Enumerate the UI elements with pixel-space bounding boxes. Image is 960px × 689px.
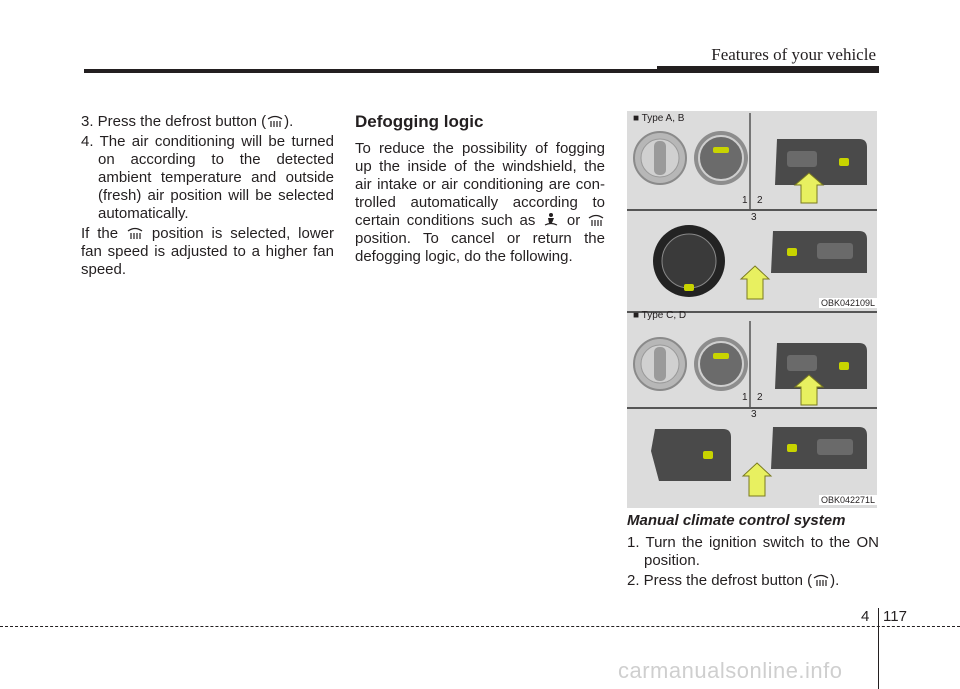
page-number: 117 [883, 608, 907, 625]
step-2 [627, 572, 879, 590]
figure-caption: Manual climate control system [627, 512, 846, 529]
section-heading: Defogging logic [355, 112, 484, 131]
header-title: Features of your vehicle [711, 45, 876, 64]
step-1: 1. Turn the ignition switch to the ON position. [627, 534, 879, 569]
control-figure [627, 111, 877, 508]
note-text-end: position is selected, lower fan speed is adjusted to a higher fan speed. [81, 225, 335, 278]
note-text: If the [81, 225, 119, 242]
callout-1-top: 1 [742, 195, 748, 206]
ac-knob [653, 225, 725, 297]
type-cd-label: ■ Type C, D [633, 310, 687, 321]
start-stop-button-bottom [694, 337, 748, 391]
callout-3-bottom: 3 [751, 409, 757, 420]
step-3-text: 3. Press the defrost button ( [81, 113, 267, 130]
footer-rule [0, 626, 960, 627]
defrost-icon [266, 113, 284, 129]
body-text: To reduce the possibility of fogging up the inside of the windshield, the air intake or air conditioning are con-trolled automatically according to certain conditions such as [355, 140, 605, 229]
figure-code-top: OBK042109L [820, 298, 875, 308]
callout-1-bottom: 1 [742, 392, 748, 403]
note [81, 225, 334, 279]
start-stop-button-top [694, 131, 748, 185]
chapter-number: 4 [861, 608, 870, 625]
defogging-body [355, 140, 605, 266]
column-3 [627, 534, 879, 592]
column-1 [81, 113, 334, 281]
body-or: or [566, 212, 581, 229]
step-2-text: 2. Press the defrost button ( [627, 572, 813, 589]
figure-code-bottom: OBK042271L [820, 495, 875, 505]
ignition-key-bottom [634, 338, 686, 390]
step-3-text-end: ). [284, 113, 294, 130]
type-ab-label: ■ Type A, B [633, 113, 685, 124]
callout-3-top: 3 [751, 212, 757, 223]
body-text-end: position. To cancel or return the defogging logic, do the following. [355, 230, 605, 265]
defrost-icon [587, 212, 605, 228]
ac-button [651, 429, 731, 481]
watermark: carmanualsonline.info [618, 658, 843, 683]
front-defrost-button-bottom [775, 343, 867, 389]
step-4: 4. The air conditioning will be turned on according to the detected ambient temperature and outside (fresh) air position will be selected automatically. [81, 133, 334, 222]
defrost-icon [812, 572, 830, 588]
front-defrost-button-top [775, 139, 867, 185]
recirculation-button-bottom [771, 427, 867, 469]
step-2-text-end: ). [830, 572, 840, 589]
column-2 [355, 113, 605, 268]
header-rule-accent [657, 66, 879, 72]
ignition-key-top [634, 132, 686, 184]
step-3 [81, 113, 334, 131]
callout-2-top: 2 [757, 195, 763, 206]
defrost-icon [126, 225, 144, 241]
footer-divider [878, 608, 879, 689]
floor-defrost-icon [542, 212, 560, 228]
callout-2-bottom: 2 [757, 392, 763, 403]
recirculation-button [771, 231, 867, 273]
